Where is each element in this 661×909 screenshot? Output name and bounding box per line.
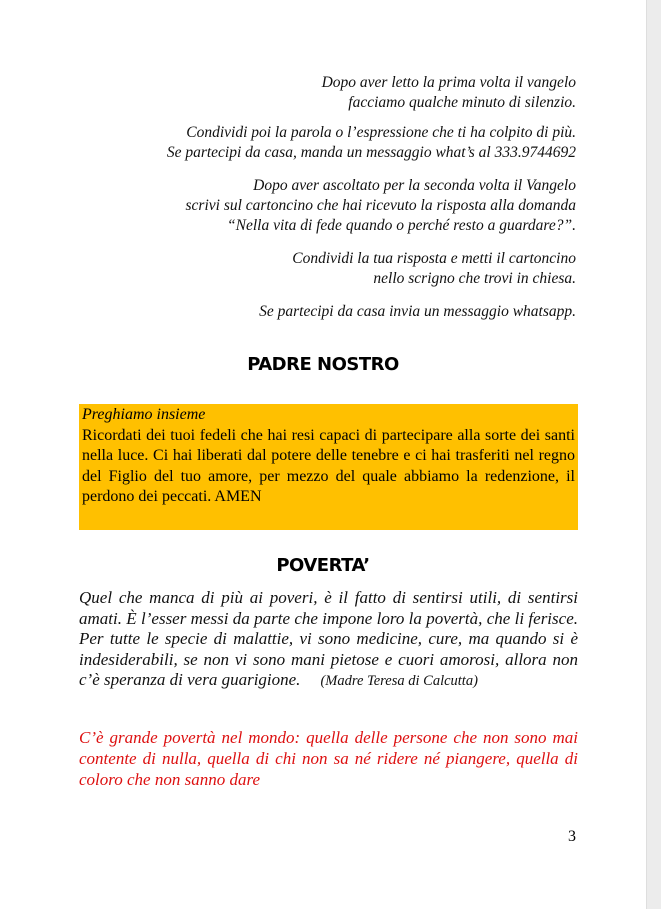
instruction-paragraph-1 [322, 73, 576, 113]
prayer-lead: Preghiamo insieme [82, 406, 206, 423]
instruction-line: Se partecipi da casa invia un messaggio whatsapp. [259, 303, 576, 320]
instruction-paragraph-2 [167, 123, 576, 163]
instruction-line: “Nella vita di fede quando o perché resto a guardare?”. [227, 217, 576, 234]
instruction-line: Condividi poi la parola o l’espressione che ti ha colpito di più. [186, 124, 576, 141]
instruction-line: Dopo aver letto la prima volta il vangelo [321, 74, 576, 91]
instruction-line: Se partecipi da casa, manda un messaggio what’s al 333.9744692 [166, 144, 576, 161]
instruction-line: scrivi sul cartoncino che hai ricevuto la risposta alla domanda [185, 197, 576, 214]
instruction-paragraph-3 [186, 176, 576, 236]
instruction-line: Dopo aver ascoltato per la seconda volta il Vangelo [253, 177, 576, 194]
red-paragraph: C’è grande povertà nel mondo: quella delle persone che non sono mai contente di nulla, quella di chi non sa né ridere né piangere, quella di coloro che non sanno dare [79, 728, 578, 789]
quote-paragraph [79, 588, 578, 692]
instruction-line: facciamo qualche minuto di silenzio. [348, 94, 576, 111]
instruction-paragraph-5 [259, 302, 576, 322]
quote-text: Quel che manca di più ai poveri, è il fatto di sentirsi utili, di sentirsi amati. È l’esser messi da parte che impone loro la povertà, che li ferisce. Per tutte le specie di malattie, vi sono medicine, cure, ma quando si è indesiderabili, se non vi sono mani pietose e cuori amorosi, allora non c’è speranza di vera guarigione. [79, 588, 578, 689]
section-heading-padre-nostro: PADRE NOSTRO [247, 354, 399, 375]
vertical-scrollbar[interactable] [646, 0, 661, 909]
instruction-line: nello scrigno che trovi in chiesa. [373, 270, 576, 287]
instruction-paragraph-4 [292, 249, 576, 289]
prayer-box [79, 404, 578, 530]
quote-author: (Madre Teresa di Calcutta) [320, 673, 478, 689]
instruction-line: Condividi la tua risposta e metti il cartoncino [292, 250, 576, 267]
section-heading-poverta: POVERTA’ [276, 555, 370, 576]
page-number: 3 [568, 828, 576, 845]
prayer-text: Ricordati dei tuoi fedeli che hai resi capaci di partecipare alla sorte dei santi nella luce. Ci hai liberati dal potere delle tenebre e ci hai trasferiti nel regno del Figlio del tuo amore, per mezzo del quale abbiamo la redenzione, il perdono dei peccati. AMEN [82, 426, 575, 505]
